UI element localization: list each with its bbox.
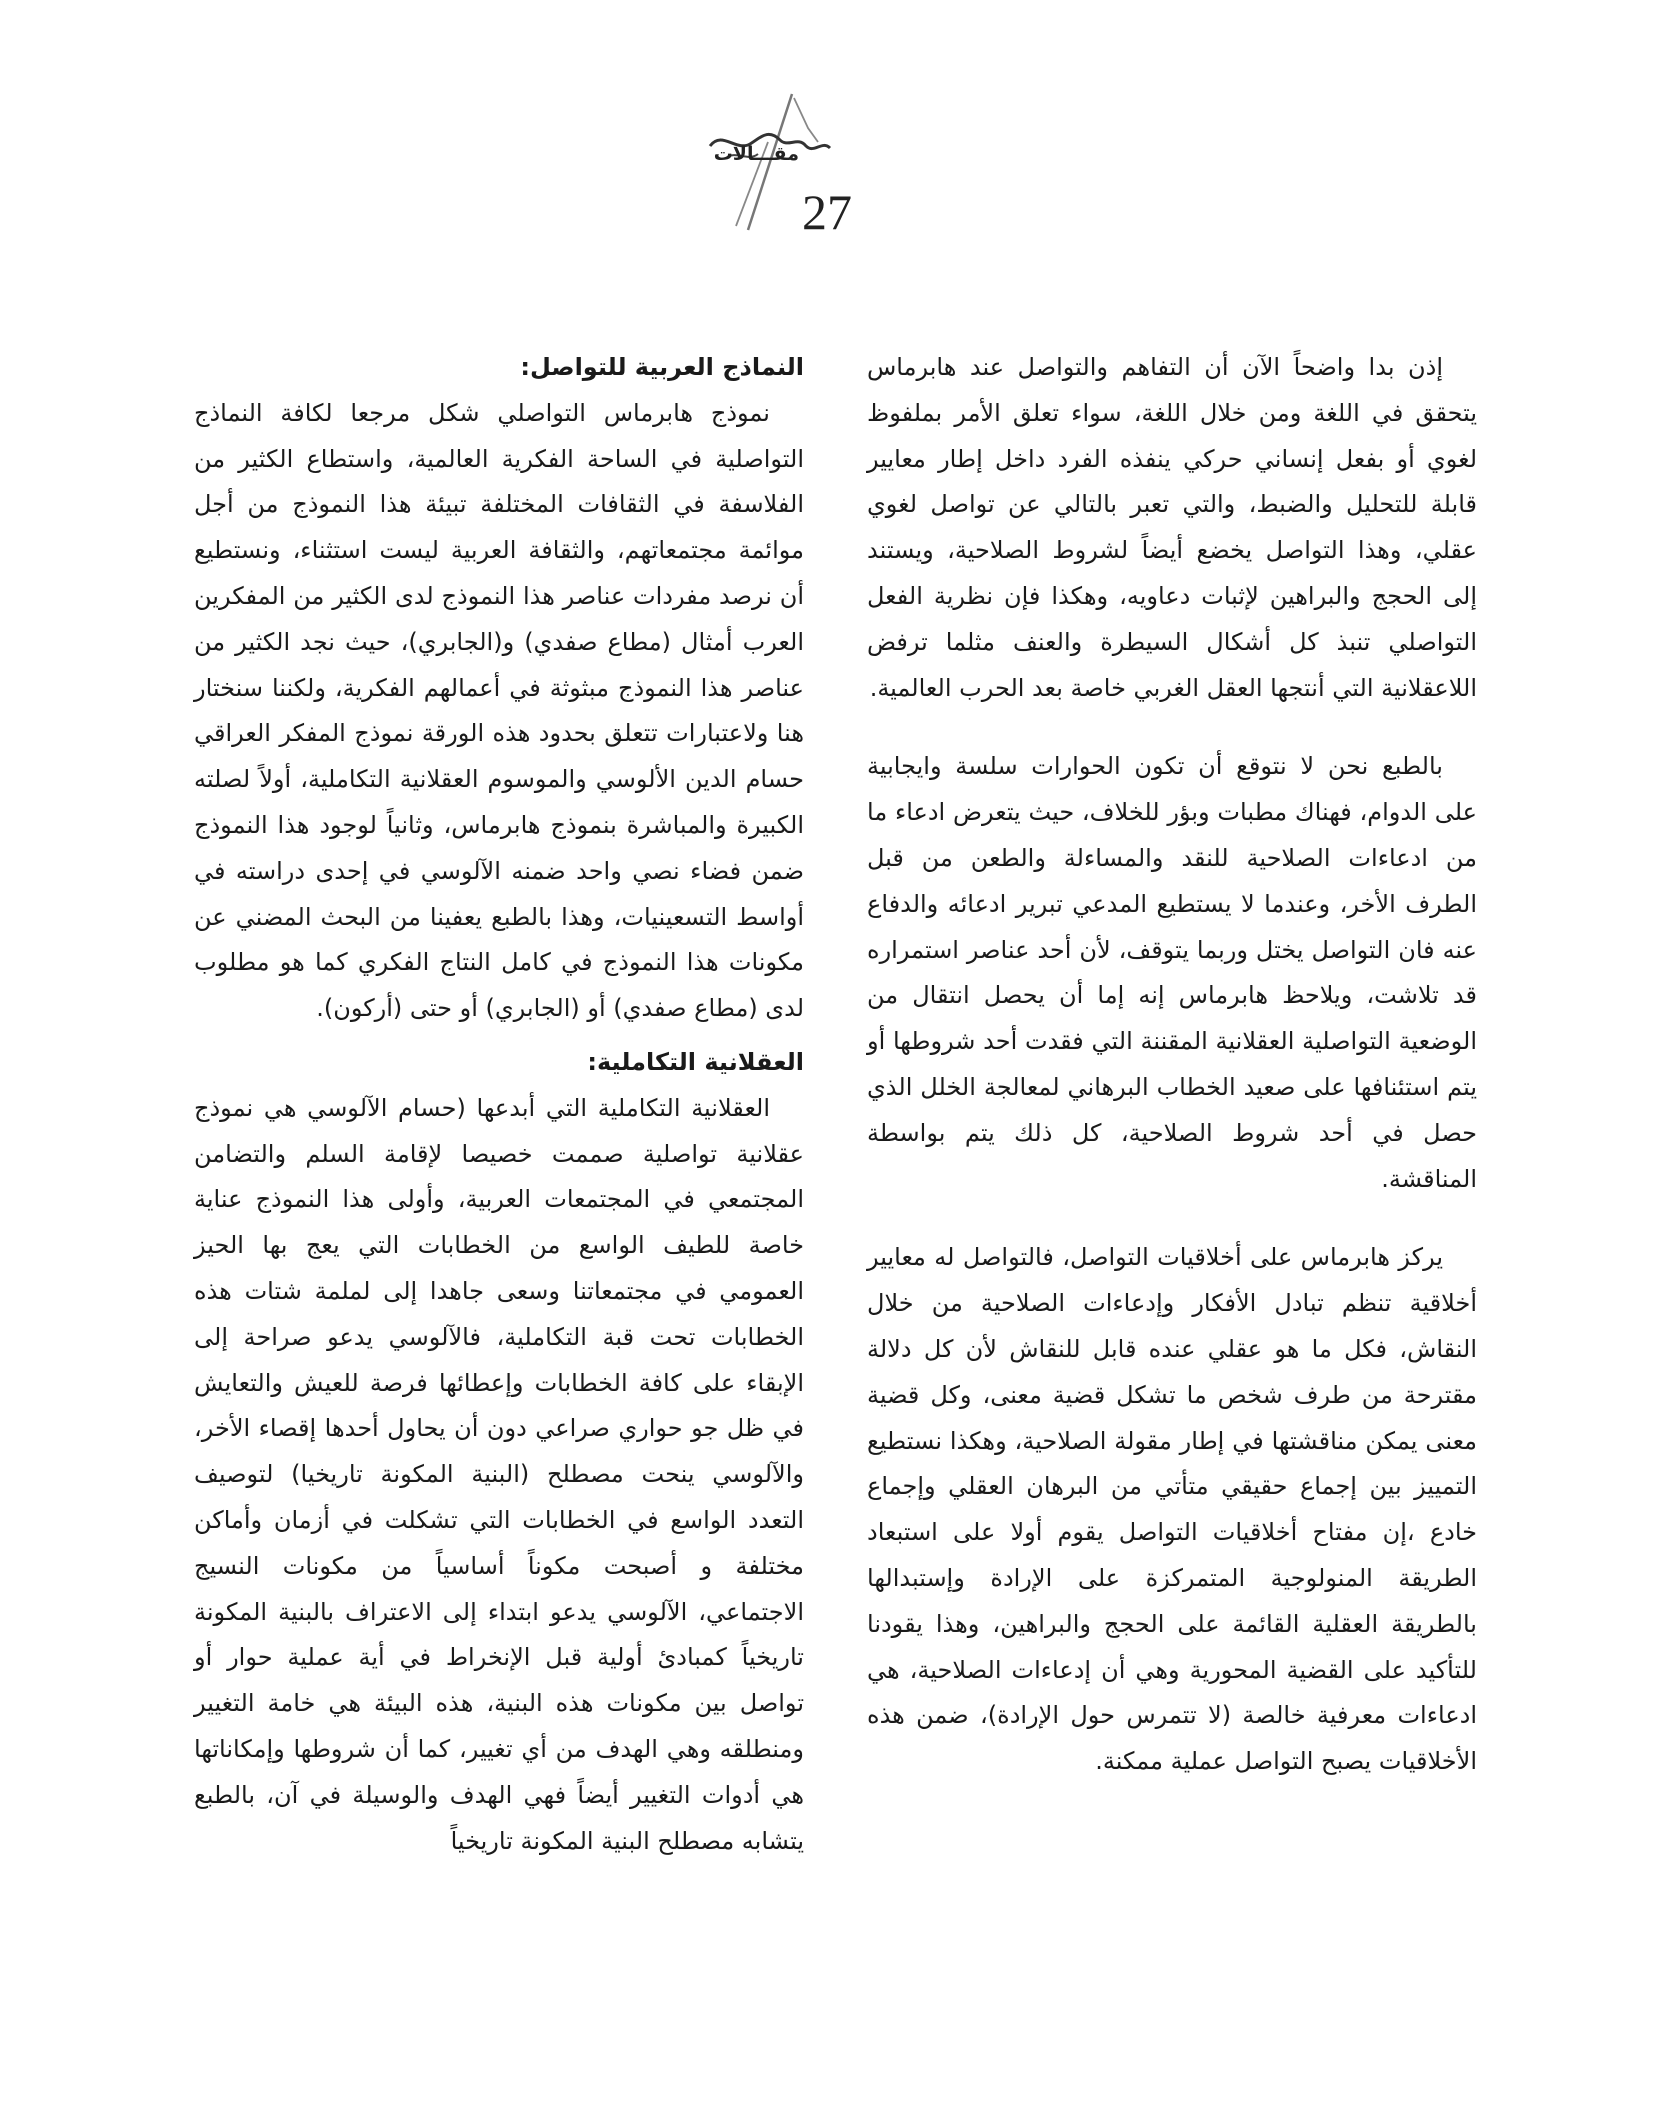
section-label: مقـــالات [713,143,799,165]
paragraph: بالطبع نحن لا نتوقع أن تكون الحوارات سلسة وايجابية على الدوام، فهناك مطبات وبؤر للخلاف، حيث يتعرض ادعاء ما من ادعاءات الصلاحية للنقد والمساءلة والطعن من قبل الطرف الأخر، وعندما لا يستطيع المدعي تبرير ادعائه والدفاع عنه فان التواصل يختل وربما يتوقف، لأن أحد عناصر استمراره قد تلاشت، ويلاحظ هابرماس إنه إما أن يحصل انتقال من الوضعية التواصلية العقلانية المقننة التي فقدت أحد شروطها أو يتم استئنافها على صعيد الخطاب البرهاني لمعالجة الخلل الذي حصل في أحد شروط الصلاحية، كل ذلك يتم بواسطة المناقشة. [867,752,1477,1193]
paragraph: العقلانية التكاملية التي أبدعها (حسام الآلوسي هي نموذج عقلانية تواصلية صممت خصيصا لإقامة السلم والتضامن المجتمعي في المجتمعات العربية، وأولى هذا النموذج عناية خاصة للطيف الواسع من الخطابات التي يعج بها الحيز العمومي في مجتمعاتنا وسعى جاهدا إلى لملمة شتات هذه الخطابات تحت قبة التكاملية، فالآلوسي يدعو صراحة إلى الإبقاء على كافة الخطابات وإعطائها فرصة للعيش والتعايش في ظل جو حواري صراعي دون أن يحاول أحدها إقصاء الأخر، والآلوسي ينحت مصطلح (البنية المكونة تاريخيا) لتوصيف التعدد الواسع في الخطابات التي تشكلت في أزمان وأماكن مختلفة و أصبحت مكوناً أساسياً من مكونات النسيج الاجتماعي، الآلوسي يدعو ابتداء إلى الاعتراف بالبنية المكونة تاريخياً كمبادئ أولية قبل الإنخراط في أية عملية حوار أو تواصل بين مكونات هذه البنية، هذه البيئة هي خامة التغيير ومنطلقه وهي الهدف من أي تغيير، كما أن شروطها وإمكاناتها هي أدوات التغيير أيضاً فهي الهدف والوسيلة في آن، بالطبع يتشابه مصطلح البنية المكونة تاريخياً [194,1093,804,1855]
page-number: 27 [802,184,852,240]
page-header [0,0,1654,250]
paragraph: نموذج هابرماس التواصلي شكل مرجعا لكافة النماذج التواصلية في الساحة الفكرية العالمية، واستطاع الكثير من الفلاسفة في الثقافات المختلفة تبيئة هذا النموذج من أجل موائمة مجتمعاتهم، والثقافة العربية ليست استثناء، ونستطيع أن نرصد مفردات عناصر هذا النموذج لدى الكثير من المفكرين العرب أمثال (مطاع صفدي) و(الجابري)، حيث نجد الكثير من عناصر هذا النموذج مبثوثة في أعمالهم الفكرية، ولكننا سنختار هنا ولاعتبارات تتعلق بحدود هذه الورقة نموذج المفكر العراقي حسام الدين الألوسي والموسوم العقلانية التكاملية، أولاً لصلته الكبيرة والمباشرة بنموذج هابرماس، وثانياً لوجود هذا النموذج ضمن فضاء نصي واحد ضمنه الآلوسي في إحدى دراسته في أواسط التسعينيات، وهذا بالطبع يعفينا من البحث المضني عن مكونات هذا النموذج في كامل النتاج الفكري كما هو مطلوب لدى (مطاع صفدي) أو (الجابري) أو حتى (أركون). [194,398,804,1023]
section-heading: العقلانية التكاملية: [587,1047,804,1076]
left-column [194,345,804,1864]
section-heading: النماذج العربية للتواصل: [520,353,804,381]
right-column [867,345,1477,1785]
paragraph: يركز هابرماس على أخلاقيات التواصل، فالتواصل له معايير أخلاقية تنظم تبادل الأفكار وإدعاءات الصلاحية من خلال النقاش، فكل ما هو عقلي عنده قابل للنقاش لأن كل دلالة مقترحة من طرف شخص ما تشكل قضية معنى، وكل قضية معنى يمكن مناقشتها في إطار مقولة الصلاحية، وهكذا نستطيع التمييز بين إجماع حقيقي متأتي من البرهان العقلي وإجماع خادع ،إن مفتاح أخلاقيات التواصل يقوم أولا على استبعاد الطريقة المنولوجية المتمركزة على الإرادة وإستبدالها بالطريقة العقلية القائمة على الحجج والبراهين، وهذا يقودنا للتأكيد على القضية المحورية وهي أن إدعاءات الصلاحية، هي ادعاءات معرفية خالصة (لا تتمرس حول الإرادة)، ضمن هذه الأخلاقيات يصبح التواصل عملية ممكنة. [867,1243,1477,1776]
paragraph: إذن بدا واضحاً الآن أن التفاهم والتواصل عند هابرماس يتحقق في اللغة ومن خلال اللغة، سواء تعلق الأمر بملفوظ لغوي أو بفعل إنساني حركي ينفذه الفرد داخل إطار معايير قابلة للتحليل والضبط، والتي تعبر بالتالي عن تواصل لغوي عقلي، وهذا التواصل يخضع أيضاً لشروط الصلاحية، ويستند إلى الحجج والبراهين لإثبات دعاويه، وهكذا فإن نظرية الفعل التواصلي تنبذ كل أشكال السيطرة والعنف مثلما ترفض اللاعقلانية التي أنتجها العقل الغربي خاصة بعد الحرب العالمية. [867,353,1477,702]
